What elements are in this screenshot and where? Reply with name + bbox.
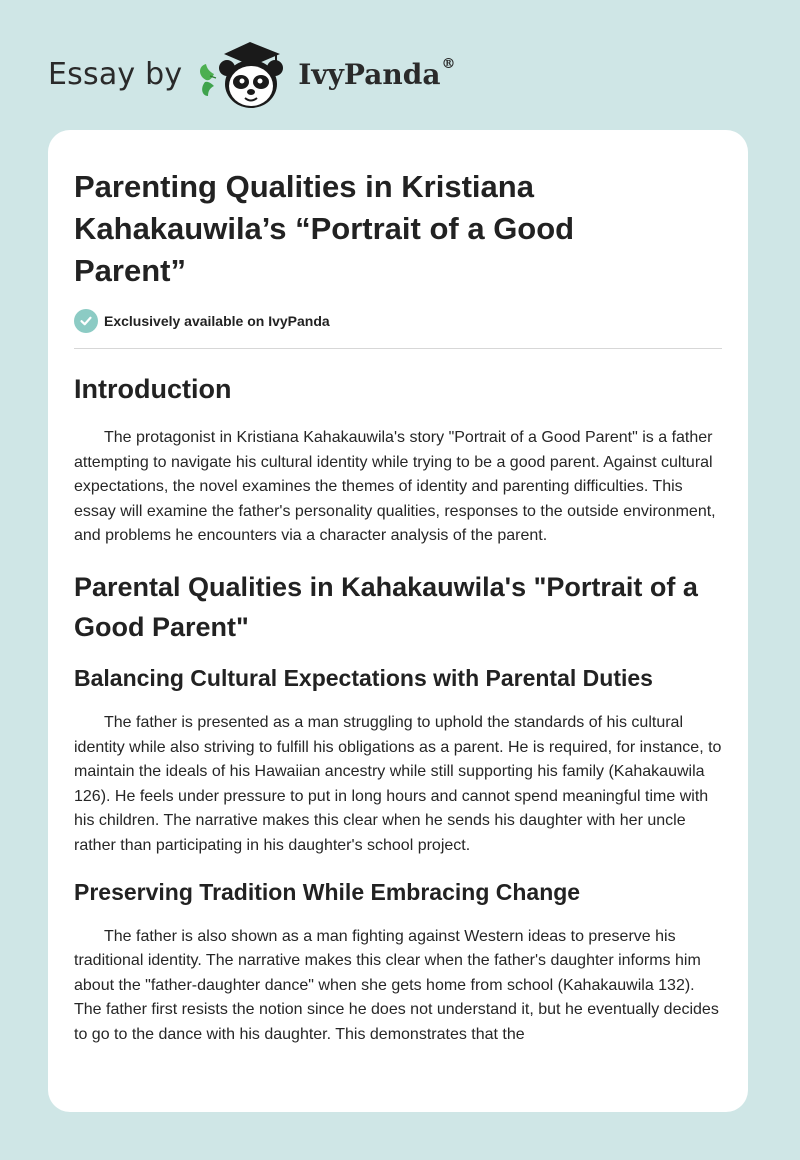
registered-mark: ® [441,55,456,72]
exclusive-badge [74,309,722,333]
paragraph-introduction: The protagonist in Kristiana Kahakauwila's story "Portrait of a Good Parent" is a father attempting to navigate his cultural identity while trying to be a good parent. Against cultural expectations, the novel examines the themes of identity and parenting difficulties. This essay will examine the father's personality qualities, responses to the outside environment, and problems he encounters via a character analysis of the parent. [74,429,716,545]
title-divider [74,348,722,349]
panda-graduation-cap-icon[interactable] [196,36,296,112]
paragraph-preserving-tradition: The father is also shown as a man fighting against Western ideas to preserve his traditional identity. The narrative makes this clear when the father's daughter informs him about the "father-daughter dance" when she gets home from school (Kahakauwila 132). The father first resists the notion since he does not understand it, but he eventually decides to go to the dance with his daughter. This demonstrates that the [74,927,719,1043]
exclusive-badge-label: Exclusively available on IvyPanda [104,313,330,329]
check-circle-icon [74,309,98,333]
paragraph-balancing-expectations: The father is presented as a man struggling to uphold the standards of his cultural identity while also striving to fulfill his obligations as a parent. He is required, for instance, to maintain the ideals of his Hawaiian ancestry while still supporting his family (Kahakauwila 126). He feels under pressure to put in long hours and cannot spend meaningful time with his children. The narrative makes this clear when he sends his daughter with her uncle rather than participating in his daughter's school project. [74,713,722,854]
article-title: Parenting Qualities in Kristiana Kahakauwila’s “Portrait of a Good Parent” [74,169,575,288]
brand-label: IvyPanda [298,57,441,91]
section-heading-introduction: Introduction [74,374,232,404]
essay-by-label: Essay by [48,56,183,92]
subheading-preserving-tradition: Preserving Tradition While Embracing Change [74,878,581,905]
article-card [48,130,748,1112]
subheading-balancing-expectations: Balancing Cultural Expectations with Parental Duties [74,664,653,691]
brand-name[interactable] [298,55,456,91]
section-heading-parental-qualities: Parental Qualities in Kahakauwila's "Portrait of a Good Parent" [74,571,698,642]
ivy-leaf-icon [200,64,216,96]
site-header [48,36,508,112]
